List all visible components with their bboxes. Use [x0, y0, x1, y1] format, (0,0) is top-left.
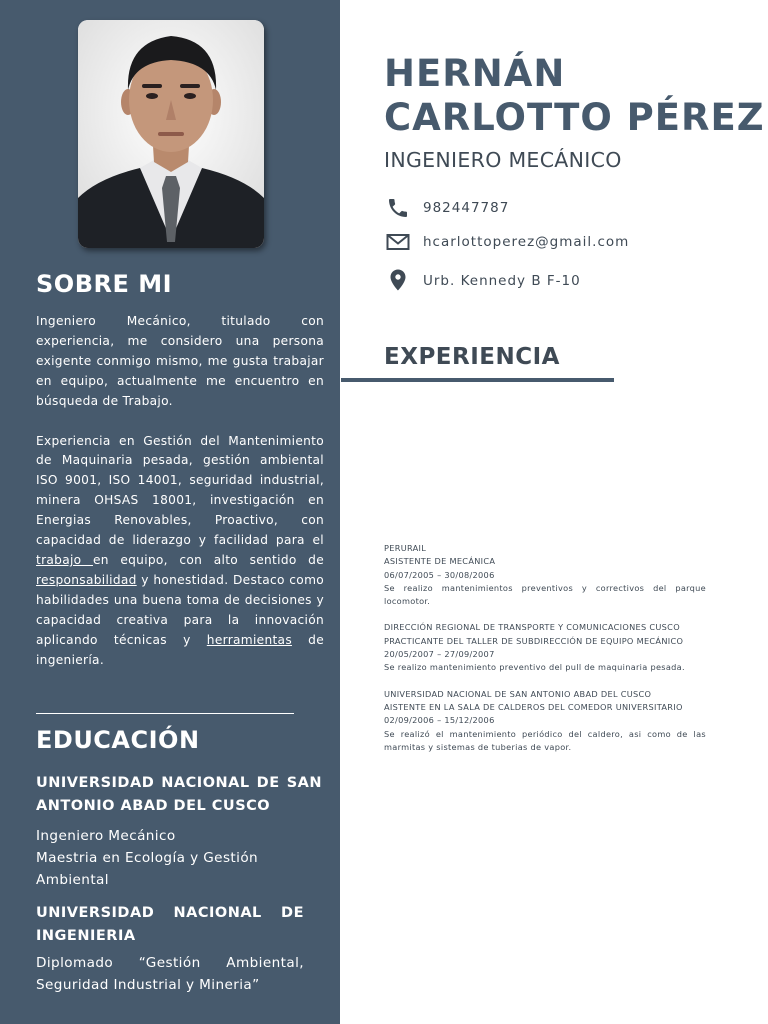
experience-item — [384, 688, 706, 754]
experience-description: Se realizo mantenimiento preventivo del pull de maquinaria pesada. — [384, 662, 685, 673]
about-link-herramientas[interactable]: herramientas — [206, 632, 292, 647]
mail-icon — [386, 230, 410, 254]
about-text: y honestidad. Destaco como habilidades una buena toma de decisiones y capacidad creativa para la innovación aplicando técnicas y — [36, 572, 324, 647]
education-heading: EDUCACIÓN — [36, 726, 200, 754]
email-address[interactable]: hcarlottoperez@gmail.com — [423, 234, 630, 250]
experience-description: Se realizó el mantenimiento periódico del caldero, asi como de las marmitas y sistemas de tuberias de vapor. — [384, 728, 706, 752]
sidebar — [0, 0, 340, 1024]
name-line-2: CARLOTTO PÉREZ — [384, 96, 765, 139]
education-degree: Maestria en Ecología y Gestión Ambiental — [36, 850, 259, 888]
about-text: Experiencia en Gestión del Mantenimiento de Maquinaria pesada, gestión ambiental ISO 9001, ISO 14001, seguridad industrial, minera OHSAS 18001, investigación en Energias Renovables, Proactivo, con capacidad de liderazgo y facilidad para el — [36, 433, 324, 548]
experience-position: ASISTENTE DE MECÁNICA — [384, 556, 496, 567]
name-line-1: HERNÁN — [384, 52, 566, 95]
experience-dates: 06/07/2005 – 30/08/2006 — [384, 569, 495, 580]
experience-dates: 02/09/2006 – 15/12/2006 — [384, 715, 495, 726]
education-degrees-2 — [36, 952, 304, 996]
education-degree: Ingeniero Mecánico — [36, 828, 176, 844]
experience-heading: EXPERIENCIA — [384, 344, 560, 370]
experience-item — [384, 542, 706, 608]
about-text: en equipo, con alto sentido de — [92, 552, 324, 567]
about-heading: SOBRE MI — [36, 270, 173, 298]
education-degrees-1 — [36, 825, 304, 891]
about-link-responsabilidad[interactable]: responsabilidad — [36, 572, 137, 587]
section-divider — [36, 713, 294, 714]
about-text: de ingeniería. — [36, 632, 324, 667]
candidate-role: INGENIERO MECÁNICO — [384, 148, 622, 172]
about-paragraph-2 — [36, 432, 324, 671]
experience-company: UNIVERSIDAD NACIONAL DE SAN ANTONIO ABAD DEL CUSCO — [384, 688, 652, 699]
about-paragraph-1: Ingeniero Mecánico, titulado con experiencia, me considero una persona exigente conmigo mismo, me gusta trabajar en equipo, actualmente me encuentro en búsqueda de Trabajo. — [36, 314, 324, 408]
experience-position: AISTENTE EN LA SALA DE CALDEROS DEL COMEDOR UNIVERSITARIO — [384, 701, 683, 712]
about-link-trabajo[interactable]: trabajo — [36, 552, 93, 567]
experience-company: PERURAIL — [384, 543, 427, 553]
experience-list — [384, 542, 706, 754]
phone-number: 982447787 — [423, 200, 510, 216]
profile-photo — [78, 20, 264, 248]
education-degree: Diplomado “Gestión Ambiental, Seguridad Industrial y Mineria” — [36, 955, 304, 993]
location-pin-icon — [386, 268, 410, 292]
phone-icon — [386, 196, 410, 220]
candidate-name — [384, 52, 765, 140]
experience-dates: 20/05/2007 – 27/09/2007 — [384, 649, 495, 660]
experience-item — [384, 621, 706, 674]
about-section — [36, 312, 324, 670]
address: Urb. Kennedy B F-10 — [423, 273, 581, 289]
experience-position: PRACTICANTE DEL TALLER DE SUBDIRECCIÓN DE EQUIPO MECÁNICO — [384, 635, 684, 646]
experience-underline — [341, 378, 614, 382]
education-school-1: UNIVERSIDAD NACIONAL DE SAN ANTONIO ABAD DEL CUSCO — [36, 775, 322, 814]
experience-description: Se realizo mantenimientos preventivos y correctivos del parque locomotor. — [384, 582, 706, 607]
experience-company: DIRECCIÓN REGIONAL DE TRANSPORTE Y COMUNICACIONES CUSCO — [384, 622, 680, 633]
education-school-2: UNIVERSIDAD NACIONAL DE INGENIERIA — [36, 905, 304, 944]
